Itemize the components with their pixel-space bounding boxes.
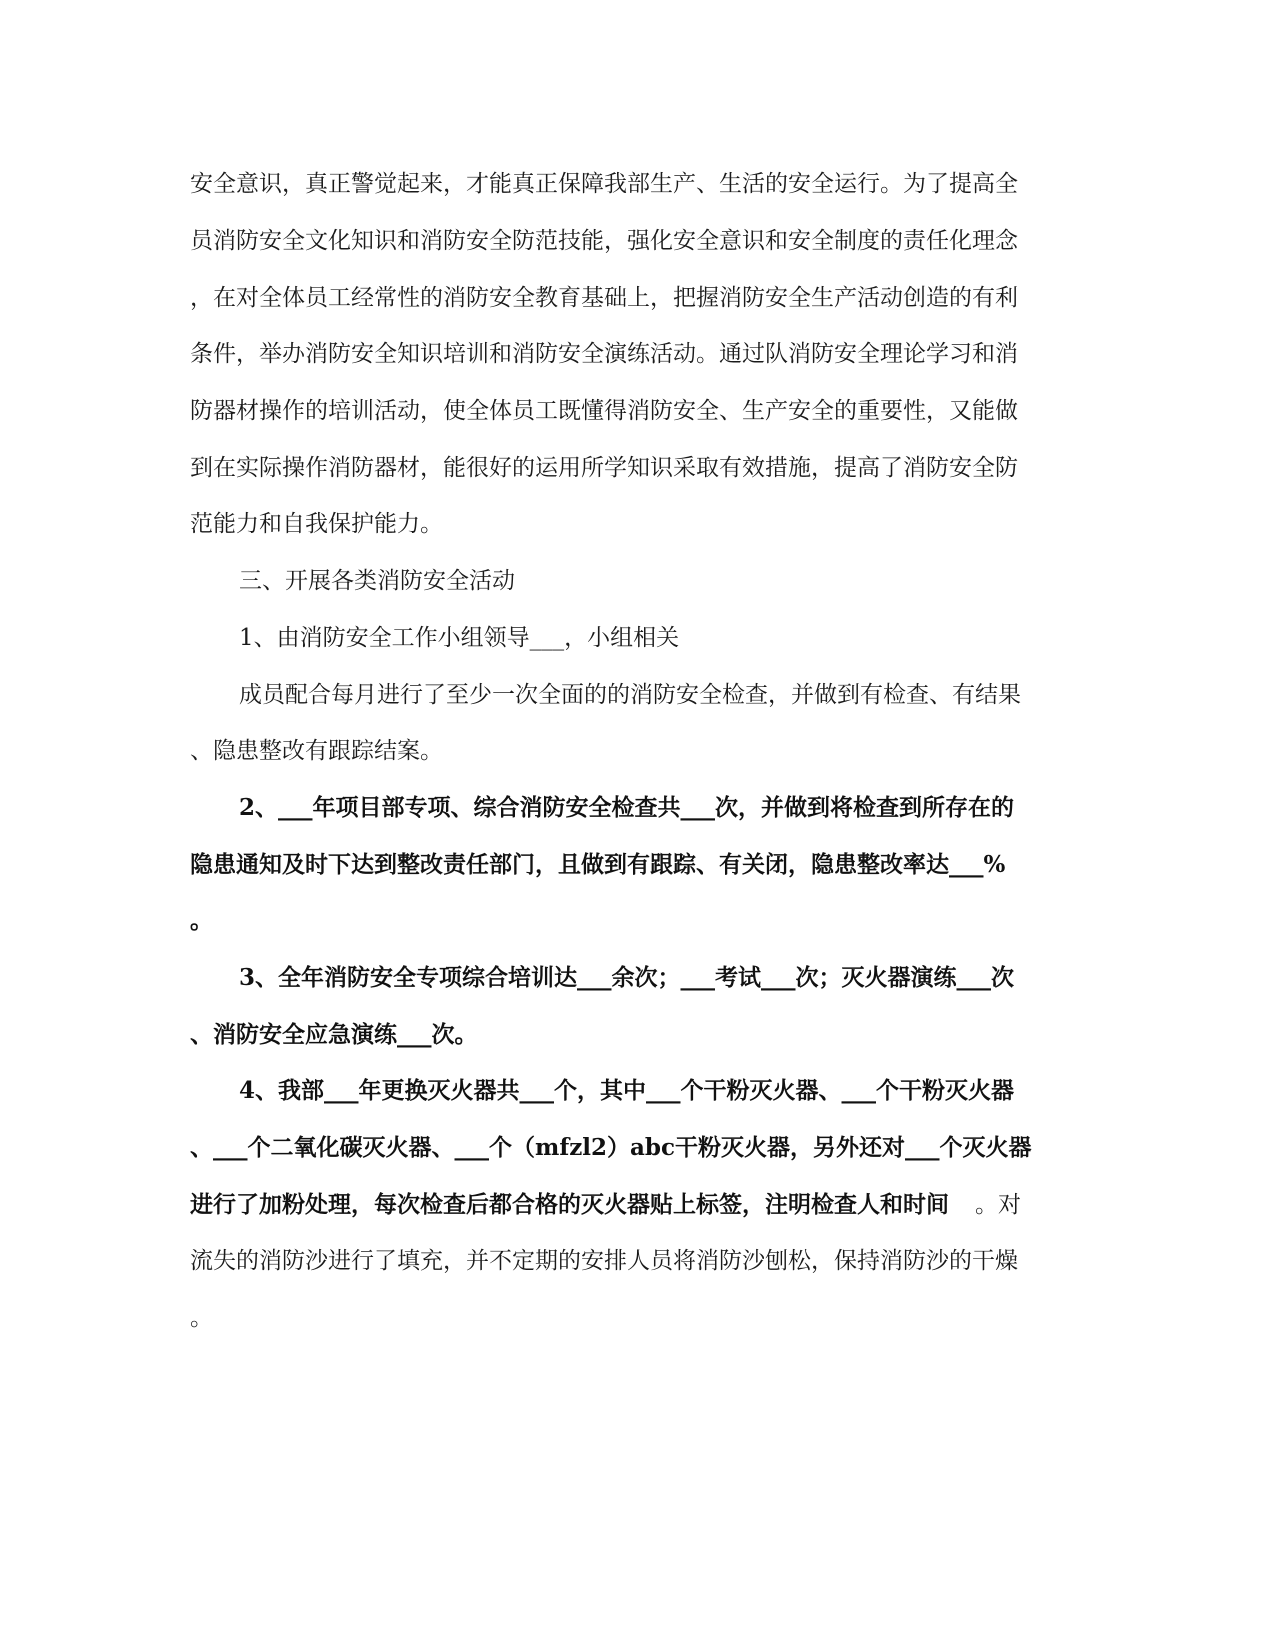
list-item-4-cont: 进行了加粉处理，每次检查后都合格的灭火器贴上标签，注明检查人和时间 bbox=[190, 1191, 949, 1218]
paragraph-line: ，在对全体员工经常性的消防安全教育基础上，把握消防安全生产活动创造的有利 bbox=[190, 285, 1018, 311]
paragraph-line: 到在实际操作消防器材，能很好的运用所学知识采取有效措施，提高了消防安全防 bbox=[190, 455, 1018, 481]
paragraph-line: 防器材操作的培训活动，使全体员工既懂得消防安全、生产安全的重要性，又能做 bbox=[190, 398, 1018, 424]
list-item-4-cont: 、___个二氧化碳灭火器、___个（mfzl2）abc干粉灭火器，另外还对___个灭火器 bbox=[190, 1134, 1032, 1161]
list-item-2-cont: 隐患通知及时下达到整改责任部门，且做到有跟踪、有关闭，隐患整改率达___% bbox=[190, 851, 1006, 878]
paragraph-line: 流失的消防沙进行了填充，并不定期的安排人员将消防沙刨松，保持消防沙的干燥 bbox=[190, 1248, 1018, 1274]
list-item-2: 2、___年项目部专项、综合消防安全检查共___次，并做到将检查到所存在的 bbox=[239, 794, 1015, 821]
list-item-4: 4、我部___年更换灭火器共___个，其中___个干粉灭火器、___个干粉灭火器 bbox=[239, 1077, 1015, 1104]
list-item-2-end: 。 bbox=[190, 907, 213, 934]
list-item-3-cont: 、消防安全应急演练___次。 bbox=[190, 1021, 478, 1048]
paragraph-line: 条件，举办消防安全知识培训和消防安全演练活动。通过队消防安全理论学习和消 bbox=[190, 341, 1018, 367]
paragraph-line: 。 bbox=[190, 1305, 213, 1331]
paragraph-line: 成员配合每月进行了至少一次全面的的消防安全检查，并做到有检查、有结果 bbox=[239, 682, 1021, 708]
paragraph-line: 安全意识，真正警觉起来，才能真正保障我部生产、生活的安全运行。为了提高全 bbox=[190, 171, 1018, 197]
paragraph-line: 范能力和自我保护能力。 bbox=[190, 511, 443, 537]
list-item-1-heading: 1、由消防安全工作小组领导___，小组相关 bbox=[239, 625, 680, 651]
paragraph-line: 、隐患整改有跟踪结案。 bbox=[190, 738, 443, 764]
section-heading: 三、开展各类消防安全活动 bbox=[239, 568, 515, 594]
paragraph-line-tail: 。对 bbox=[975, 1192, 1021, 1218]
paragraph-line: 员消防安全文化知识和消防安全防范技能，强化安全意识和安全制度的责任化理念 bbox=[190, 228, 1018, 254]
list-item-3: 3、全年消防安全专项综合培训达___余次；___考试___次；灭火器演练___次 bbox=[239, 964, 1015, 991]
